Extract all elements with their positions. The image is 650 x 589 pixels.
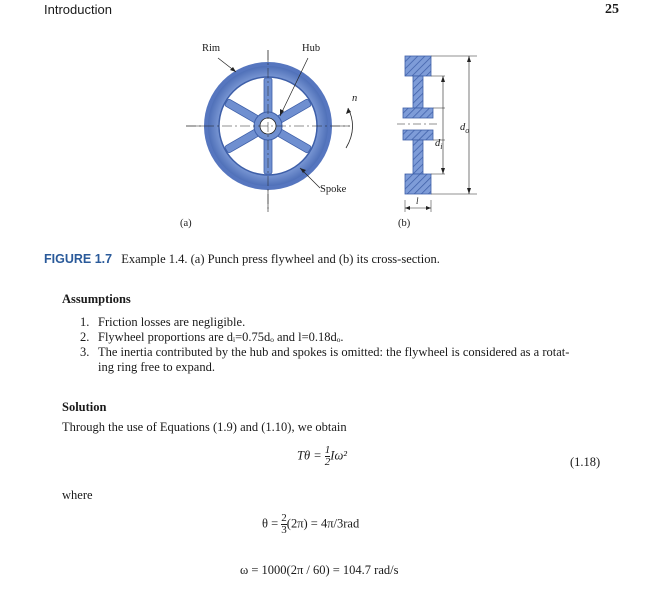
equation-number: (1.18) [570,455,601,469]
di-label: $d_i$ [435,138,443,152]
panel-a-label: (a) [180,218,192,229]
equation-omega: ω = 1000(2π / 60) = 104.7 rad/s [240,563,399,577]
flywheel-cross-section [395,50,485,220]
l-label: l [416,196,419,206]
figure-number: FIGURE 1.7 [44,252,113,266]
assumptions-heading: Assumptions [62,292,131,306]
equation-theta: $\theta = \frac{2}{3}$ (2π) = 4π/3rad [262,512,360,536]
list-item: 2. Flywheel proportions are dᵢ=0.75dₒ and l=0.18dₒ. [80,330,344,344]
page-number: 25 [605,2,619,17]
spoke-label: Spoke [320,184,347,195]
solution-intro: Through the use of Equations (1.9) and (1.10), we obtain [62,420,347,434]
figure-caption [44,252,440,267]
list-item: 3. The inertia contributed by the hub and spokes is omitted: the flywheel is considered as a rotat- ing ring free to expand. [80,345,570,374]
equation-1-18: $T\theta = \frac{1}{2}$ Iω² [297,444,348,468]
rim-label: Rim [202,43,221,54]
running-header: Introduction [44,2,112,17]
assumptions-list [80,315,620,375]
hub-label: Hub [302,43,321,54]
flywheel-front-view [180,40,380,220]
do-label: $d_o$ [460,122,470,136]
where-text: where [62,488,93,502]
caption-text: Example 1.4. (a) Punch press flywheel and (b) its cross-section. [121,252,440,266]
list-item: 1. Friction losses are negligible. [80,315,246,329]
panel-b-label: (b) [398,218,411,229]
solution-heading: Solution [62,400,107,414]
n-label: n [352,93,358,104]
